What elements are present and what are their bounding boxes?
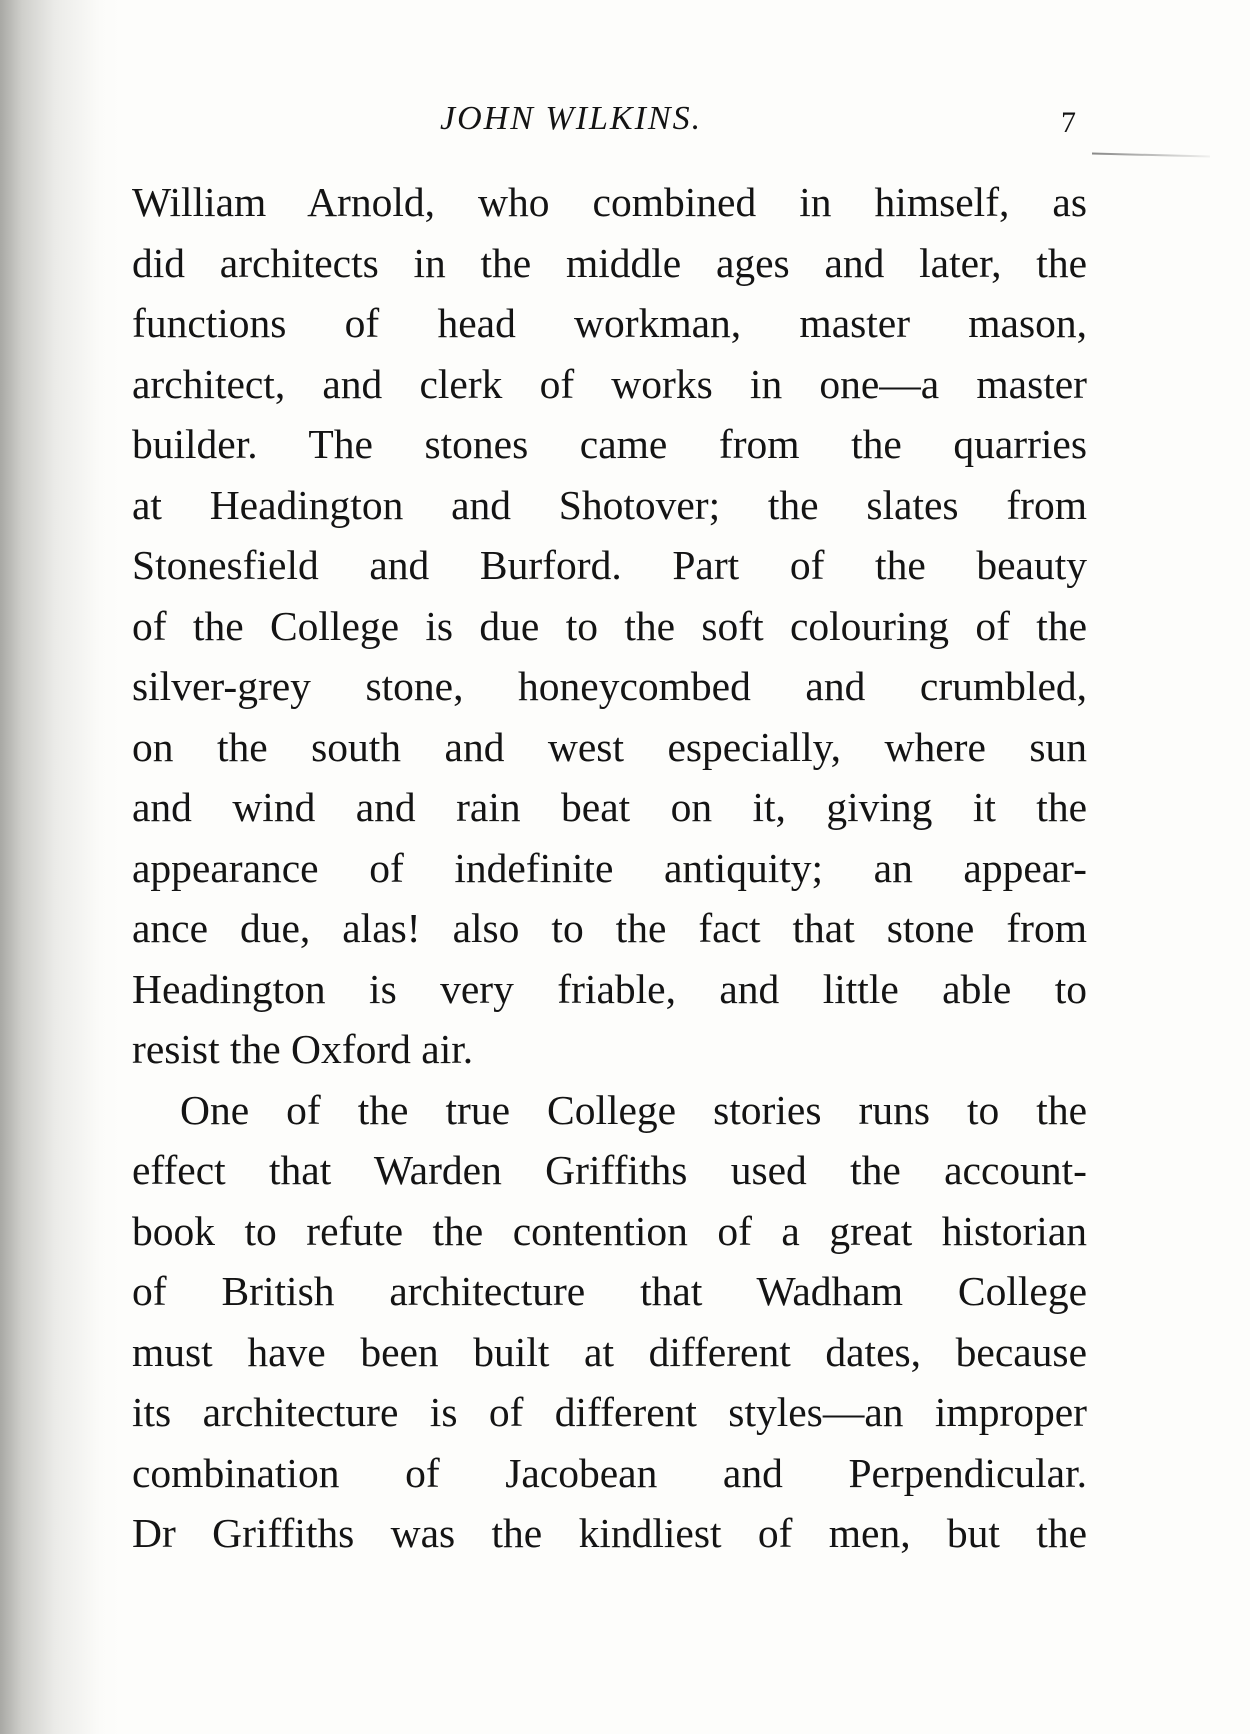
text-line: architect, and clerk of works in one—a master [132, 360, 1087, 407]
text-line: functions of head workman, master mason, [132, 300, 1087, 346]
text-line: combination of Jacobean and Perpendicular. [132, 1449, 1087, 1496]
text-line: Stonesfield and Burford. Part of the beauty [132, 542, 1087, 588]
text-line: William Arnold, who combined in himself, as [132, 179, 1087, 225]
text-line: builder. The stones came from the quarries [132, 421, 1087, 467]
header-pen-stroke [1092, 152, 1210, 157]
page-number: 7 [1061, 106, 1076, 139]
text-line: of the College is due to the soft colouring of the [132, 602, 1087, 649]
text-line: Dr Griffiths was the kindliest of men, but the [132, 1510, 1087, 1556]
text-line: silver-grey stone, honeycombed and crumbled, [132, 663, 1087, 709]
text-line: appearance of indefinite antiquity; an appear- [132, 844, 1087, 891]
text-line: did architects in the middle ages and later, the [132, 239, 1087, 286]
text-line: Headington is very friable, and little able to [132, 965, 1087, 1012]
text-line: resist the Oxford air. [132, 1026, 474, 1072]
running-title: JOHN WILKINS. [440, 100, 703, 137]
text-line: One of the true College stories runs to the [180, 1086, 1087, 1133]
text-line: of British architecture that Wadham College [132, 1268, 1087, 1314]
text-line: and wind and rain beat on it, giving it the [132, 784, 1087, 830]
paragraph-2 [132, 1080, 1087, 1564]
binding-gutter-shadow [0, 0, 120, 1734]
page-header [0, 96, 1250, 146]
text-line: at Headington and Shotover; the slates from [132, 481, 1087, 528]
text-line: must have been built at different dates, because [132, 1328, 1087, 1375]
text-line: effect that Warden Griffiths used the account- [132, 1147, 1087, 1193]
text-line: ance due, alas! also to the fact that stone from [132, 905, 1087, 951]
text-line: book to refute the contention of a great historian [132, 1207, 1087, 1254]
text-line: its architecture is of different styles—an improper [132, 1389, 1087, 1435]
paragraph-1 [132, 172, 1087, 1080]
body-text [132, 172, 1087, 1564]
text-line: on the south and west especially, where sun [132, 723, 1087, 770]
